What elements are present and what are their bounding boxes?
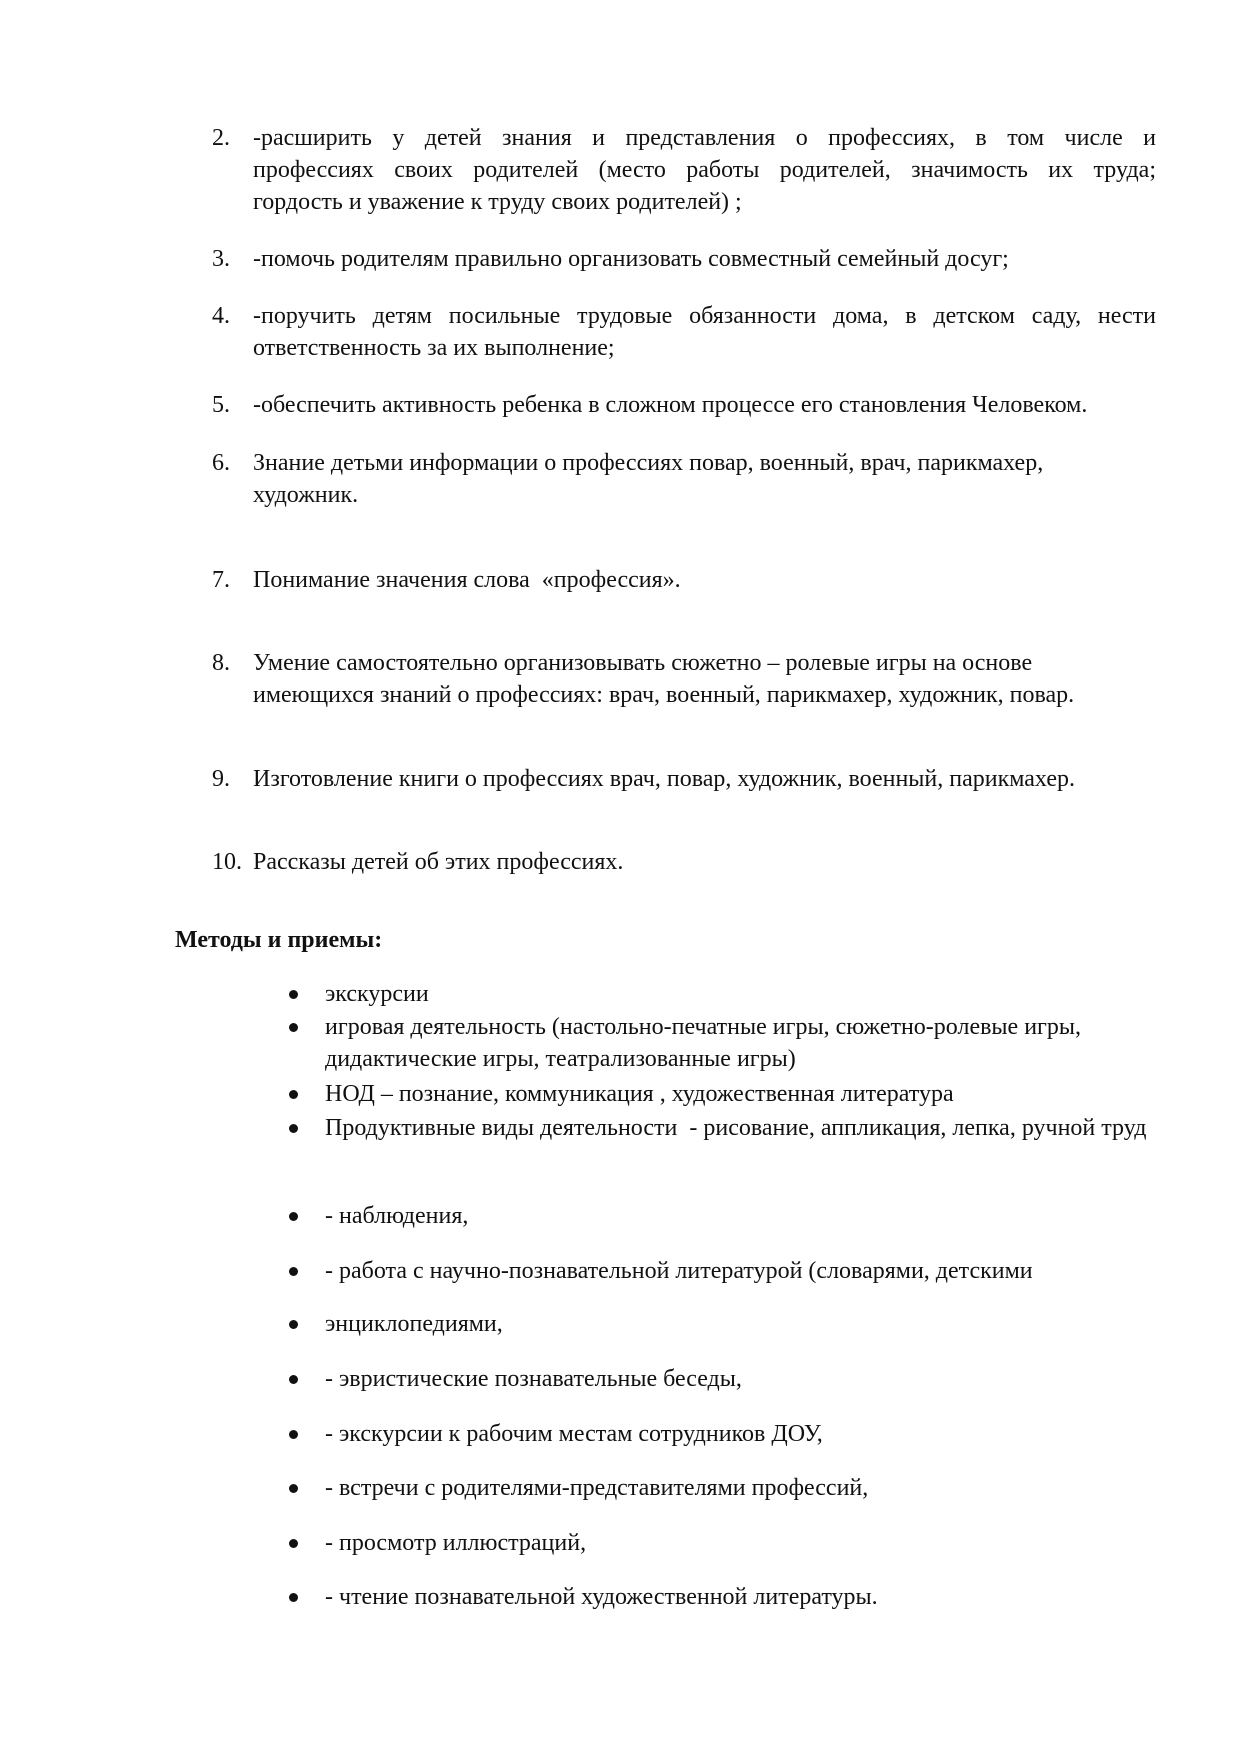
bullet-text: игровая деятельность (настольно-печатные игры, сюжетно-ролевые игры, дидактические игры, театрализованные игры): [325, 1014, 1082, 1072]
list-item-text: -поручить детям посильные трудовые обязанности дома, в детском саду, нести ответственность за их выполнение;: [253, 303, 1156, 361]
bullet-item: [284, 1255, 1156, 1287]
bullet-item: [284, 1363, 1156, 1395]
list-number: 6.: [212, 450, 230, 476]
list-item: [212, 763, 1156, 795]
bullet-icon: [289, 1320, 298, 1329]
bullet-item: [284, 1581, 1156, 1613]
bullet-text: - наблюдения,: [325, 1203, 469, 1229]
list-item-text: Изготовление книги о профессиях врач, повар, художник, военный, парикмахер.: [253, 766, 1075, 792]
list-item: [212, 564, 1156, 596]
bullet-item: [284, 1472, 1156, 1504]
bullet-text: - эвристические познавательные беседы,: [325, 1366, 742, 1392]
section-heading: Методы и приемы:: [175, 927, 383, 953]
bullet-icon: [289, 1593, 298, 1602]
bullet-icon: [289, 1267, 298, 1276]
bullet-item: [284, 1200, 1156, 1232]
list-item: [212, 243, 1156, 275]
bullet-icon: [289, 1090, 298, 1099]
bullet-icon: [289, 1023, 298, 1032]
list-item: [212, 389, 1156, 421]
bullet-text: Продуктивные виды деятельности - рисование, аппликация, лепка, ручной труд: [325, 1115, 1147, 1141]
bullet-item: [284, 978, 1156, 1010]
bullet-item: [284, 1011, 1156, 1075]
bullet-item: [284, 1527, 1156, 1559]
bullet-icon: [289, 1212, 298, 1221]
list-item: [212, 846, 1156, 878]
list-item: [212, 300, 1156, 364]
list-number: 8.: [212, 650, 230, 676]
bullet-text: - чтение познавательной художественной литературы.: [325, 1584, 878, 1610]
list-item-text: Рассказы детей об этих профессиях.: [253, 849, 624, 875]
list-item-text: Понимание значения слова «профессия».: [253, 567, 681, 593]
list-item-text: -помочь родителям правильно организовать совместный семейный досуг;: [253, 246, 1009, 272]
bullet-text: экскурсии: [325, 981, 429, 1007]
list-item: [212, 647, 1156, 711]
list-item-text: -расширить у детей знания и представления о профессиях, в том числе и профессиях своих родителей (место работы родителей, значимость их труда; гордость и уважение к труду своих родителей) ;: [253, 125, 1156, 215]
list-item-text: Умение самостоятельно организовывать сюжетно – ролевые игры на основе имеющихся знаний о профессиях: врач, военный, парикмахер, художник, повар.: [253, 650, 1075, 708]
bullet-text: - работа с научно-познавательной литературой (словарями, детскими: [325, 1258, 1033, 1284]
bullet-item: [284, 1078, 1156, 1110]
bullet-item: [284, 1418, 1156, 1450]
bullet-icon: [289, 1430, 298, 1439]
bullet-text: - встречи с родителями-представителями профессий,: [325, 1475, 869, 1501]
list-item-text: -обеспечить активность ребенка в сложном процессе его становления Человеком.: [253, 392, 1088, 418]
list-number: 5.: [212, 392, 230, 418]
bullet-icon: [289, 1484, 298, 1493]
list-item-text: Знание детьми информации о профессиях повар, военный, врач, парикмахер, художник.: [253, 450, 1044, 508]
bullet-text: - просмотр иллюстраций,: [325, 1530, 587, 1556]
list-number: 7.: [212, 567, 230, 593]
bullet-icon: [289, 1375, 298, 1384]
bullet-icon: [289, 1539, 298, 1548]
bullet-icon: [289, 1124, 298, 1133]
list-item: [212, 447, 1112, 511]
bullet-item: [284, 1308, 1156, 1340]
list-item: [212, 122, 1156, 218]
list-number: 10.: [212, 849, 242, 875]
list-number: 9.: [212, 766, 230, 792]
bullet-text: - экскурсии к рабочим местам сотрудников ДОУ,: [325, 1421, 823, 1447]
bullet-item: [284, 1112, 1156, 1144]
bullet-text: энциклопедиями,: [325, 1311, 503, 1337]
bullet-text: НОД – познание, коммуникация , художественная литература: [325, 1081, 954, 1107]
bullet-icon: [289, 990, 298, 999]
list-number: 3.: [212, 246, 230, 272]
list-number: 2.: [212, 125, 230, 151]
list-number: 4.: [212, 303, 230, 329]
